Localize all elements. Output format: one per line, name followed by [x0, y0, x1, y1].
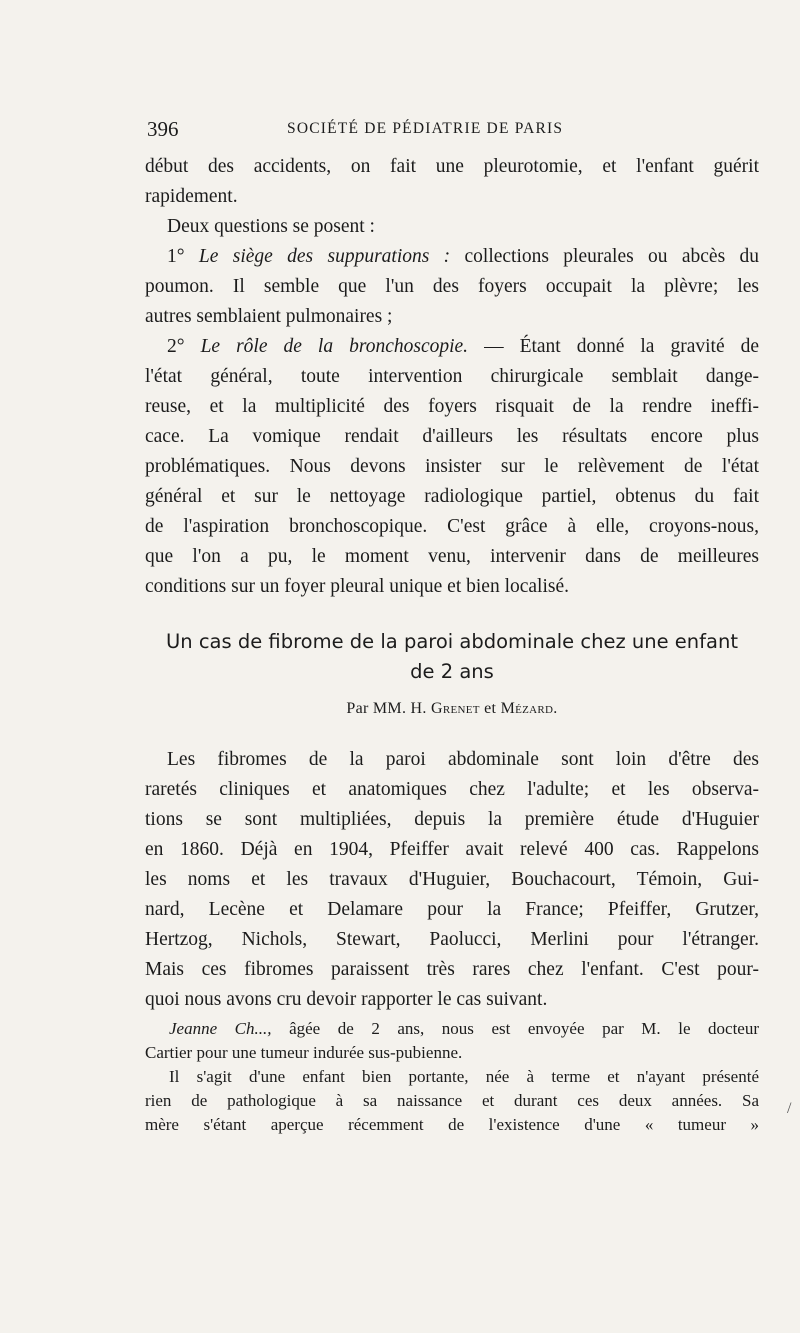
text-line: raretés cliniques et anatomiques chez l'adulte; et les observa- — [145, 779, 759, 800]
text-line: rien de pathologique à sa naissance et durant ces deux années. Sa — [145, 1091, 759, 1110]
text-line: cace. La vomique rendait d'ailleurs les résultats encore plus — [145, 426, 759, 447]
text-line: en 1860. Déjà en 1904, Pfeiffer avait relevé 400 cas. Rappelons — [145, 839, 759, 860]
observation-line-1-text: âgée de 2 ans, nous est envoyée par M. le docteur — [289, 1019, 759, 1038]
margin-mark: / — [787, 1100, 792, 1117]
question-2-line — [145, 332, 759, 362]
text-line: rapidement. — [145, 186, 238, 207]
text-line: problématiques. Nous devons insister sur le relèvement de l'état — [145, 456, 759, 477]
text-line: les noms et les travaux d'Huguier, Bouchacourt, Témoin, Gui- — [145, 869, 759, 890]
question-1-title: Le siège des suppurations : — [198, 246, 451, 267]
text-line: autres semblaient pulmonaires ; — [145, 306, 393, 327]
question-1-line — [145, 242, 759, 272]
page-number: 396 — [147, 117, 179, 141]
text-line: Il s'agit d'une enfant bien portante, née à terme et n'ayant présenté — [169, 1067, 759, 1086]
article-introduction — [145, 745, 759, 1015]
patient-name: Jeanne Ch..., — [169, 1019, 272, 1038]
author-grenet: Grenet — [431, 700, 480, 717]
text-line: Cartier pour une tumeur indurée sus-pubienne. — [145, 1043, 463, 1062]
question-1-number: 1° — [167, 246, 185, 267]
text-line: conditions sur un foyer pleural unique et bien localisé. — [145, 576, 570, 597]
question-1-text: collections pleurales ou abcès du — [464, 246, 760, 267]
text-line: tions se sont multipliées, depuis la première étude d'Huguier — [145, 809, 759, 830]
text-line: quoi nous avons cru devoir rapporter le cas suivant. — [145, 989, 548, 1010]
text-line: reuse, et la multiplicité des foyers risquait de la rendre ineffi- — [145, 396, 759, 417]
observation-text — [145, 1017, 759, 1137]
article-byline — [145, 700, 759, 718]
article-title-line-2: de 2 ans — [410, 660, 494, 683]
running-head: SOCIÉTÉ DE PÉDIATRIE DE PARIS — [287, 120, 564, 137]
section-discussion — [145, 152, 759, 602]
article-title — [145, 627, 759, 687]
text-line: Hertzog, Nichols, Stewart, Paolucci, Merlini pour l'étranger. — [145, 929, 759, 950]
text-line: Deux questions se posent : — [167, 216, 375, 237]
question-2-text: — Étant donné la gravité de — [484, 336, 760, 357]
question-2-title: Le rôle de la bronchoscopie. — [200, 336, 469, 357]
author-mezard: Mézard. — [500, 700, 558, 717]
text-line: mère s'étant aperçue récemment de l'existence d'une « tumeur » — [145, 1115, 759, 1134]
text-line: nard, Lecène et Delamare pour la France; Pfeiffer, Grutzer, — [145, 899, 759, 920]
text-line: que l'on a pu, le moment venu, intervenir dans de meilleures — [145, 546, 759, 567]
observation-line-1 — [145, 1017, 759, 1041]
text-line: poumon. Il semble que l'un des foyers occupait la plèvre; les — [145, 276, 759, 297]
page-header — [147, 117, 759, 143]
text-line: début des accidents, on fait une pleurotomie, et l'enfant guérit — [145, 156, 759, 177]
text-line: l'état général, toute intervention chirurgicale semblait dange- — [145, 366, 759, 387]
text-line: Les fibromes de la paroi abdominale sont loin d'être des — [167, 749, 759, 770]
text-line: Mais ces fibromes paraissent très rares chez l'enfant. C'est pour- — [145, 959, 759, 980]
article-title-line-1: Un cas de fibrome de la paroi abdominale chez une enfant — [166, 630, 738, 653]
byline-prefix: Par MM. H. — [346, 700, 427, 717]
question-2-number: 2° — [167, 336, 185, 357]
text-line: général et sur le nettoyage radiologique partiel, obtenus du fait — [145, 486, 759, 507]
byline-et: et — [484, 700, 497, 717]
text-line: de l'aspiration bronchoscopique. C'est grâce à elle, croyons-nous, — [145, 516, 759, 537]
